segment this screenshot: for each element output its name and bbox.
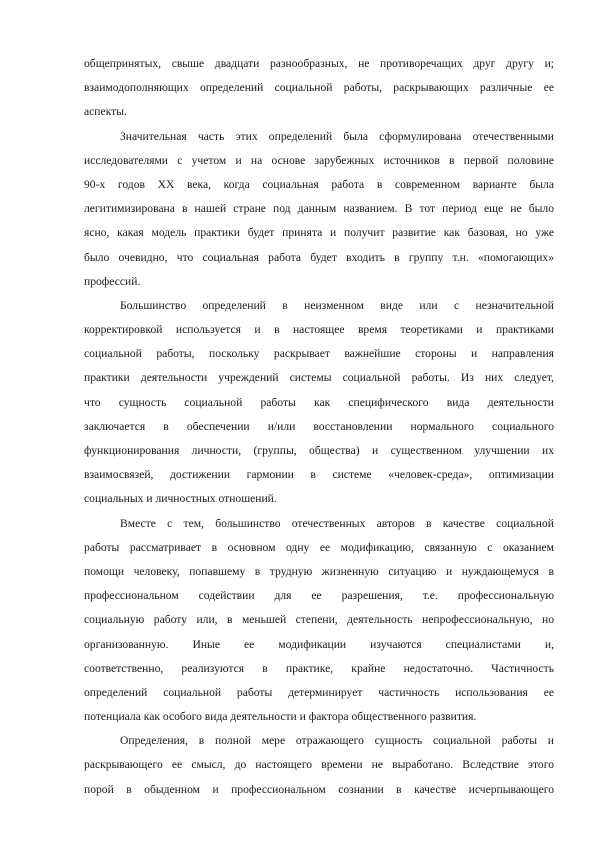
text-line: 90-х годов XX века, когда социальная работа в современном варианте была	[84, 177, 554, 191]
text-line: корректировкой используется и в настоящее время теоретиками и практиками	[84, 323, 554, 337]
paragraph-4	[84, 512, 554, 730]
text-line: Большинство определений в неизменном виде или с незначительной	[120, 298, 554, 312]
text-line: что сущность социальной работы как специфического вида деятельности	[84, 395, 554, 409]
text-line: взаимосвязей, достижении гармонии в системе «человек-среда», оптимизации	[84, 468, 554, 482]
text-line: аспекты.	[84, 105, 127, 119]
text-line: функционирования личности, (группы, общества) и существенном улучшении их	[84, 444, 554, 457]
text-line: соответственно, реализуются в практике, крайне недостаточно. Частичность	[84, 661, 554, 675]
text-line: организованную. Иные ее модификации изучаются специалистами и,	[84, 637, 554, 651]
text-line: заключается в обеспечении и/или восстановлении нормального социального	[84, 419, 554, 433]
text-line: определений социальной работы детерминирует частичность использования ее	[84, 685, 554, 699]
paragraph-2	[84, 125, 554, 294]
text-line: работы рассматривает в основном одну ее модификацию, связанную с оказанием	[84, 540, 554, 554]
paragraph-3	[84, 294, 554, 512]
text-line: легитимизирована в нашей стране под данным названием. В тот период еще не было	[84, 202, 554, 216]
text-line: было очевидно, что социальная работа будет входить в группу т.н. «помогающих»	[84, 250, 554, 264]
text-line: практики деятельности учреждений системы социальной работы. Из них следует,	[84, 371, 554, 385]
text-line: профессиональном содействии для ее разрешения, т.е. профессиональную	[84, 589, 554, 603]
text-line: социальную работу или, в меньшей степени, деятельность непрофессиональную, но	[84, 613, 554, 627]
text-line: помощи человеку, попавшему в трудную жизненную ситуацию и нуждающемуся в	[84, 564, 554, 578]
document-body	[84, 52, 554, 802]
text-line: общепринятых, свыше двадцати разнообразных, не противоречащих друг другу и;	[84, 57, 554, 70]
text-line: социальной работы, поскольку раскрывает важнейшие стороны и направления	[84, 347, 554, 361]
text-line: исследователями с учетом и на основе зарубежных источников в первой половине	[84, 153, 554, 167]
paragraph-1	[84, 52, 554, 125]
paragraph-5	[84, 729, 554, 802]
text-line: взаимодополняющих определений социальной работы, раскрывающих различные ее	[84, 81, 554, 95]
text-line: Вместе с тем, большинство отечественных авторов в качестве социальной	[120, 516, 554, 530]
text-line: ясно, какая модель практики будет принята и получит развитие как базовая, но уже	[84, 226, 554, 240]
text-line: Значительная часть этих определений была сформулирована отечественными	[120, 129, 554, 143]
text-line: раскрывающего ее смысл, до настоящего времени не выработано. Вследствие этого	[84, 758, 554, 772]
text-line: профессий.	[84, 274, 141, 288]
text-line: Определения, в полной мере отражающего сущность социальной работы и	[120, 734, 554, 748]
text-line: социальных и личностных отношений.	[84, 492, 277, 506]
text-line: потенциала как особого вида деятельности и фактора общественного развития.	[84, 710, 477, 724]
text-line: порой в обыденном и профессиональном сознании в качестве исчерпывающего	[84, 782, 554, 796]
